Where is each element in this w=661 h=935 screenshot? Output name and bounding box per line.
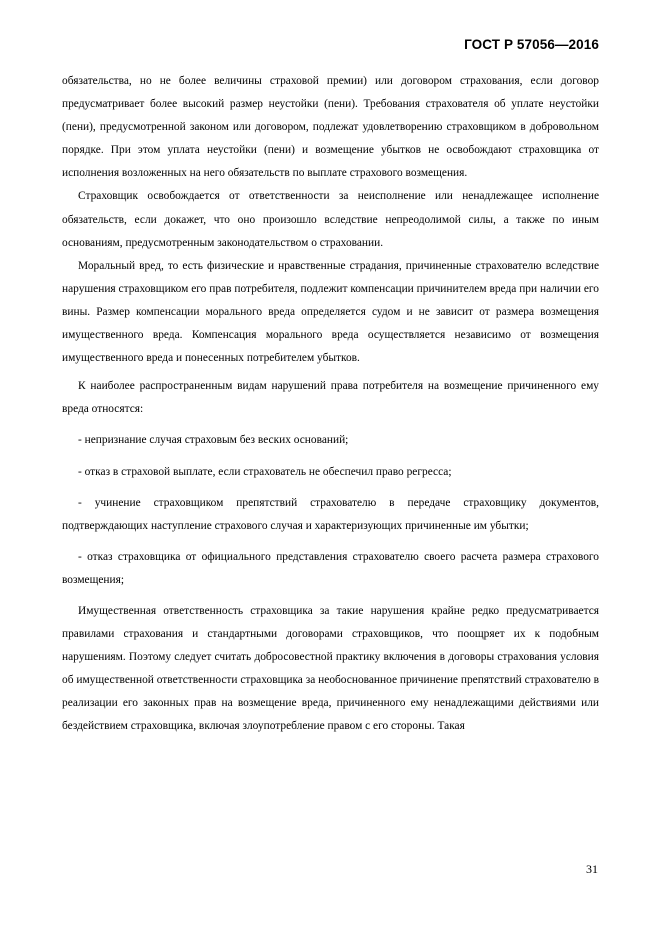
paragraph-property-liability: Имущественная ответственность страховщика за такие нарушения крайне редко предусматривается правилами страхования и стандартными договорами страховщиков, что поощряет их к подобным нарушениям. Поэтому следует считать добросовестной практику включения в договоры страхования условия об имущественной ответственности страховщика за необоснованное причинение препятствий страхователю в реализации его законных прав на возмещение вреда, причиненного ему ненадлежащими действиями или бездействием страховщика, включая злоупотребление правом с его стороны. Такая [62,604,599,733]
list-item: - отказ страховщика от официального представления страхователю своего расчета размера страхового возмещения; [62,550,599,586]
list-item: - учинение страховщиком препятствий страхователю в передаче страховщику документов, подтверждающих наступление страхового случая и характеризующих причиненные им убытки; [62,496,599,532]
paragraph-continuation: обязательства, но не более величины страховой премии) или договором страхования, если договор предусматривает более высокий размер неустойки (пени). Требования страхователя об уплате неустойки (пени), предусмотренной законом или договором, подлежат удовлетворению страховщиком в добровольном порядке. При этом уплата неустойки (пени) и возмещение убытков не освобождают страховщика от исполнения возложенных на него обязательств по выплате страхового возмещения. [62,75,599,180]
document-standard-id: ГОСТ Р 57056—2016 [464,37,599,52]
paragraph-moral-damage: Моральный вред, то есть физические и нравственные страдания, причиненные страхователю вследствие нарушения страховщиком его прав потребителя, подлежит компенсации причинителем вреда при наличии его вины. Размер компенсации морального вреда определяется судом и не зависит от размера возмещения имущественного вреда. Компенсация морального вреда осуществляется независимо от возмещения имущественного вреда и понесенных потребителем убытков. [62,259,599,365]
list-item: - отказ в страховой выплате, если страхователь не обеспечил право регресса; [78,465,452,478]
page-number: 31 [586,862,598,876]
paragraph-violation-types: К наиболее распространенным видам нарушений права потребителя на возмещение причиненного ему вреда относятся: [62,380,599,416]
paragraph-insurer-exemption: Страховщик освобождается от ответственности за неисполнение или ненадлежащее исполнение обязательств, если докажет, что оно произошло вследствие непреодолимой силы, а также по иным основаниям, предусмотренным законодательством о страховании. [62,190,599,249]
list-item: - непризнание случая страховым без веских оснований; [78,434,349,447]
page-body [62,70,599,739]
